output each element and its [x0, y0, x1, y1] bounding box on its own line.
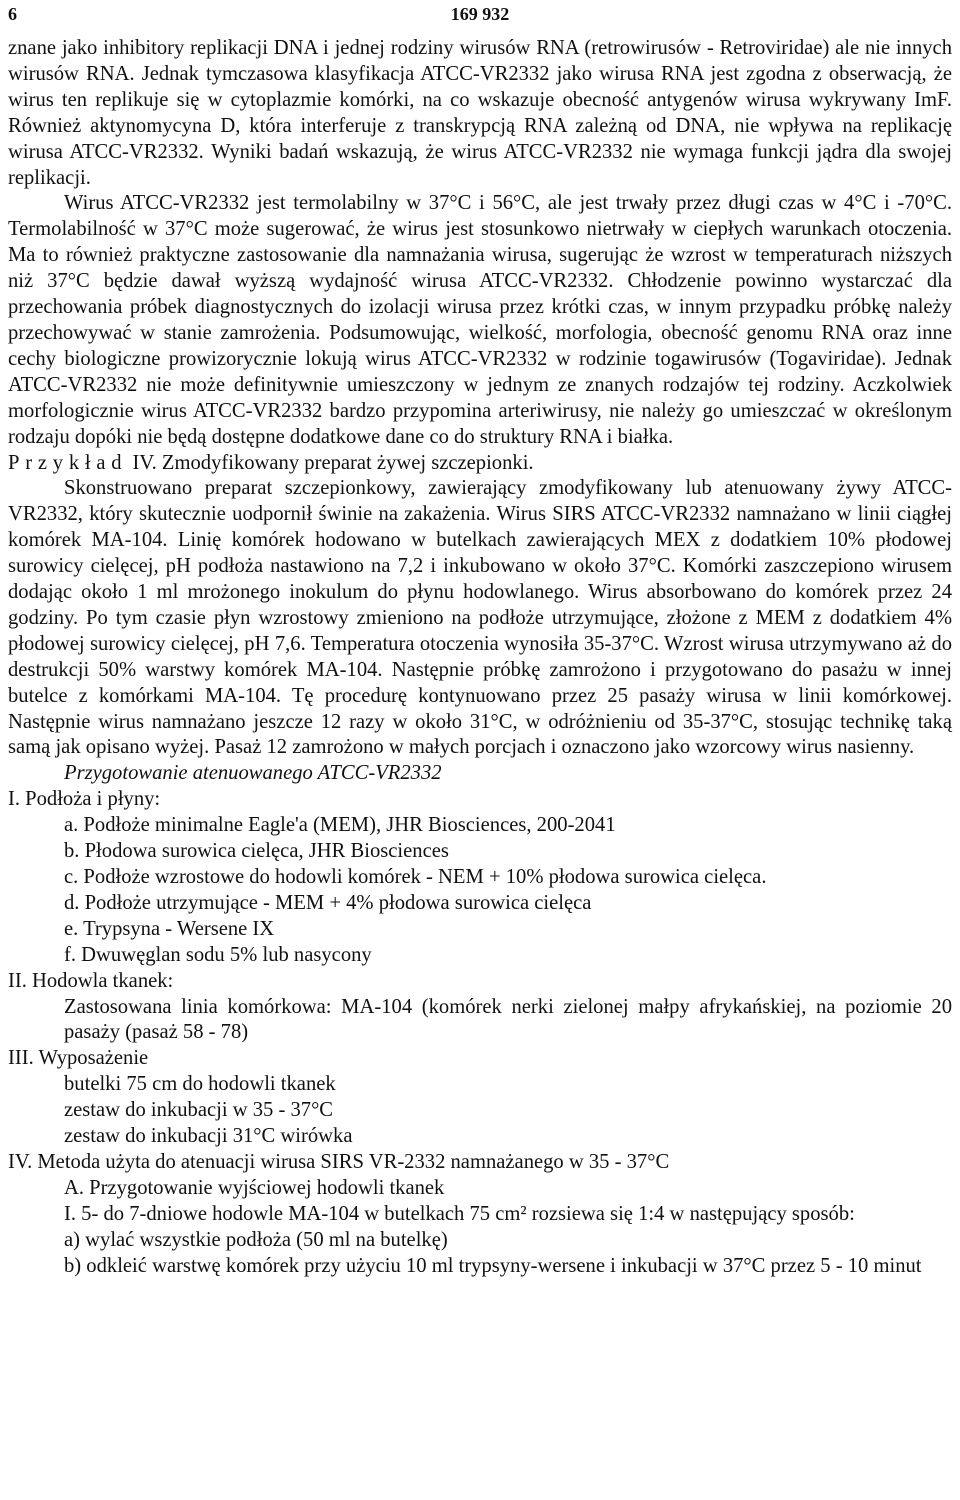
section-title: III. Wyposażenie [8, 1047, 149, 1070]
patent-number: 169 932 [450, 4, 510, 24]
subsection-label: A. Przygotowanie wyjściowej hodowli tkanek [64, 1176, 445, 1199]
list-item: zestaw do inkubacji w 35 - 37°C [64, 1099, 334, 1122]
list-item: e. Trypsyna - Wersene IX [64, 917, 275, 940]
example-label: Przykład [8, 451, 128, 474]
list-item: zestaw do inkubacji 31°C wirówka [64, 1125, 353, 1148]
list-item: b) odkleić warstwę komórek przy użyciu 10 ml trypsyny-wersene i inkubacji w 37°C przez 5 - 10 minut [64, 1254, 922, 1277]
document-body [8, 36, 952, 1280]
section-title: I. Podłoża i płyny: [8, 788, 161, 811]
list-item: a. Podłoże minimalne Eagle'a (MEM), JHR Biosciences, 200-2041 [64, 814, 616, 837]
subsection-title: Przygotowanie atenuowanego ATCC-VR2332 [64, 762, 442, 785]
list-item: a) wylać wszystkie podłoża (50 ml na butelkę) [64, 1228, 448, 1251]
list-item: d. Podłoże utrzymujące - MEM + 4% płodowa surowica cielęca [64, 891, 592, 914]
page-header [8, 0, 952, 36]
section-title: IV. Metoda użyta do atenuacji wirusa SIRS VR-2332 namnażanego w 35 - 37°C [8, 1150, 670, 1173]
list-item: butelki 75 cm do hodowli tkanek [64, 1073, 336, 1096]
example-paragraph: Skonstruowano preparat szczepionkowy, zawierający zmodyfikowany lub atenuowany żywy ATCC-VR2332, który skutecznie uodpornił świnie na zakażenia. Wirus SIRS ATCC-VR2332 namnażano w linii ciągłej komórek MA-104. Linię komórek hodowano w butelkach zawierających MEX z dodatkiem 10% płodowej surowicy cielęcej, pH podłoża nastawiono na 7,2 i inkubowano w około 37°C. Komórki zaszczepiono wirusem dodając około 1 ml mrożonego inokulum do płynu hodowlanego. Wirus absorbowano do komórek przez 24 godziny. Po tym czasie płyn wzrostowy zmieniono na podłoże utrzymujące, złożone z MEM z dodatkiem 4% płodowej surowicy cielęcej, pH 7,6. Temperatura otoczenia wynosiła 35-37°C. Wzrost wirusa utrzymywano aż do destrukcji 50% warstwy komórek MA-104. Następnie próbkę zamrożono i przygotowano do pasażu w innej butelce z komórkami MA-104. Tę procedurę kontynuowano przez 25 pasaży wirusa w linii komórkowej. Następnie wirus namnażano jeszcze 12 razy w około 31°C, w odróżnieniu od 35-37°C, stosując technikę taką samą jak opisano wyżej. Pasaż 12 zamrożono w małych porcjach i oznaczono jako wzorcowy wirus nasienny. [8, 477, 952, 759]
body-paragraph: Wirus ATCC-VR2332 jest termolabilny w 37°C i 56°C, ale jest trwały przez długi czas w 4°C i -70°C. Termolabilność w 37°C może sugerować, że wirus jest stosunkowo nietrwały w ciepłych warunkach otoczenia. Ma to również praktyczne zastosowanie dla namnażania wirusa, sugerując że wzrost w temperaturach niższych niż 37°C będzie dawał wyższą wydajność wirusa ATCC-VR2332. Chłodzenie powinno wystarczać dla przechowania próbek diagnostycznych do izolacji wirusa przez krótki czas, w innym przypadku próbkę należy przechowywać w stanie zamrożenia. Podsumowując, wielkość, morfologia, obecność genomu RNA oraz inne cechy biologiczne prowizorycznie lokują wirus ATCC-VR2332 w rodzinie togawirusów (Togaviridae). Jednak ATCC-VR2332 nie może definitywnie umieszczony w jednym ze znanych rodzajów tej rodziny. Aczkolwiek morfologicznie wirus ATCC-VR2332 bardzo przypomina arteriwirusy, nie należy go umieszczać w określonym rodzaju dopóki nie będą dostępne dodatkowe dane co do struktury RNA i białka. [8, 192, 952, 448]
page-number: 6 [8, 4, 17, 24]
example-title: IV. Zmodyfikowany preparat żywej szczepionki. [127, 451, 534, 474]
list-item: b. Płodowa surowica cielęca, JHR Biosciences [64, 840, 449, 863]
list-item: I. 5- do 7-dniowe hodowle MA-104 w butelkach 75 cm² rozsiewa się 1:4 w następujący sposób: [64, 1202, 855, 1225]
list-item: c. Podłoże wzrostowe do hodowli komórek - NEM + 10% płodowa surowica cielęca. [64, 866, 767, 888]
body-paragraph: znane jako inhibitory replikacji DNA i jednej rodziny wirusów RNA (retrowirusów - Retroviridae) ale nie innych wirusów RNA. Jednak tymczasowa klasyfikacja ATCC-VR2332 jako wirusa RNA jest zgodna z obserwacją, że wirus ten replikuje się w cytoplazmie komórki, na co wskazuje obecność antygenów wirusa wykrywany ImF. Również aktynomycyna D, która interferuje z transkrypcją RNA zależną od DNA, nie wpływa na replikację wirusa ATCC-VR2332. Wyniki badań wskazują, że wirus ATCC-VR2332 nie wymaga funkcji jądra dla swojej replikacji. [8, 37, 952, 189]
example-heading [8, 451, 952, 477]
section-title: II. Hodowla tkanek: [8, 969, 174, 992]
list-item: f. Dwuwęglan sodu 5% lub nasycony [64, 943, 372, 966]
section-text: Zastosowana linia komórkowa: MA-104 (komórek nerki zielonej małpy afrykańskiej, na poziomie 20 pasaży (pasaż 58 - 78) [64, 995, 952, 1044]
